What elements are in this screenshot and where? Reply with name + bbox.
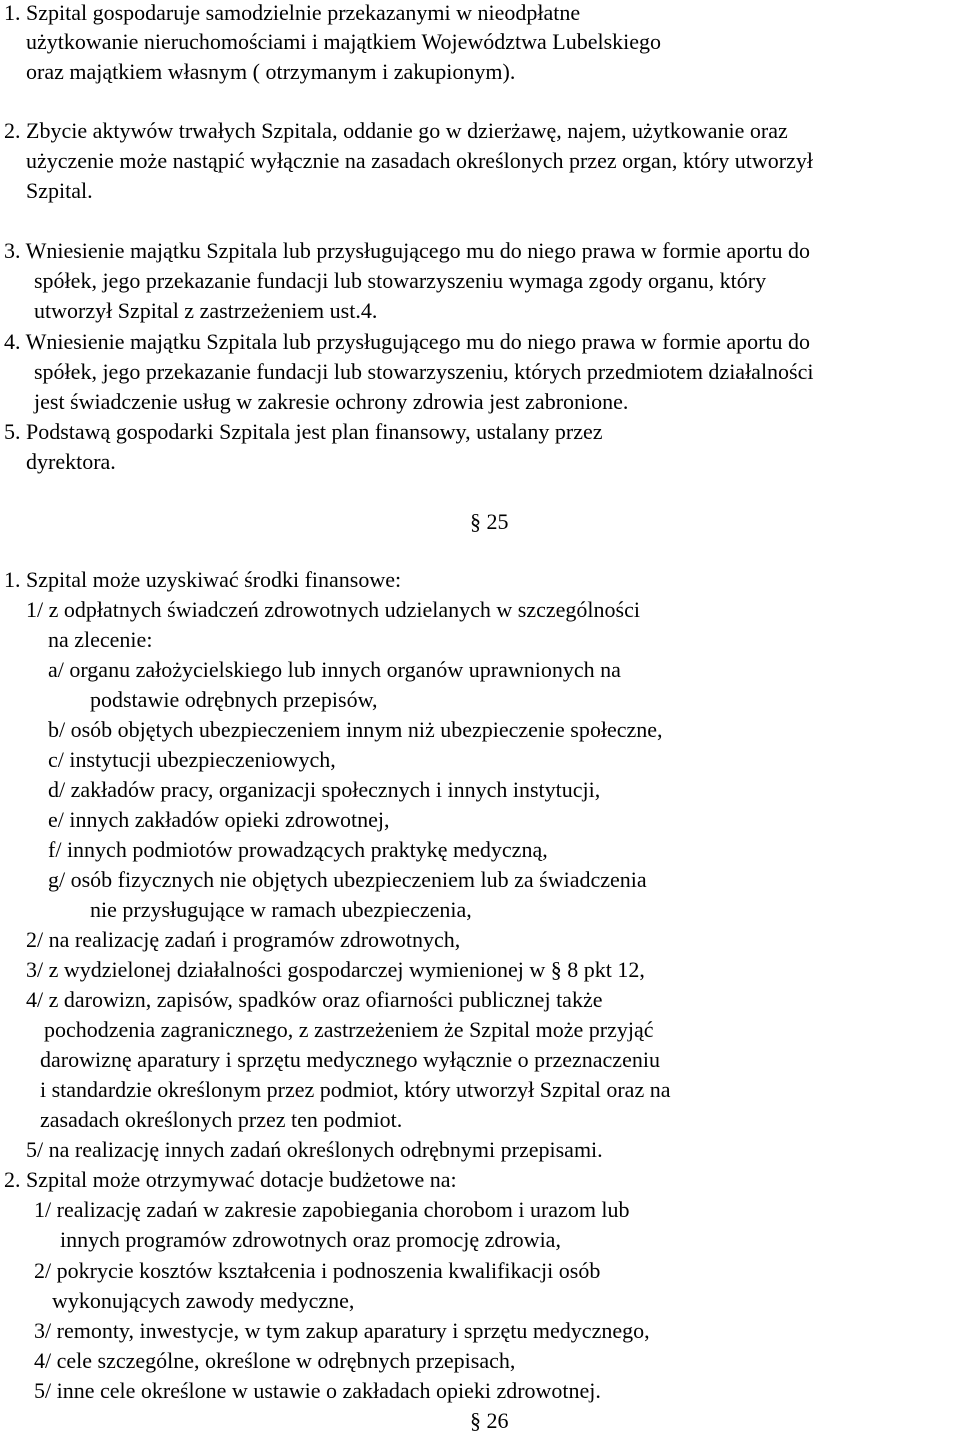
text-line: c/ instytucji ubezpieczeniowych, — [48, 747, 336, 772]
text-line: 4. Wniesienie majątku Szpitala lub przysługującego mu do niego prawa w formie aportu do — [4, 329, 811, 354]
text-line: podstawie odrębnych przepisów, — [90, 687, 378, 712]
text-line: f/ innych podmiotów prowadzących praktykę medyczną, — [48, 837, 548, 862]
text-line: darowiznę aparatury i sprzętu medycznego wyłącznie o przeznaczeniu — [40, 1047, 660, 1072]
text-line: 2. Zbycie aktywów trwałych Szpitala, oddanie go w dzierżawę, najem, użytkowanie oraz — [4, 118, 788, 143]
text-line: 5. Podstawą gospodarki Szpitala jest plan finansowy, ustalany przez — [4, 419, 603, 444]
text-line: spółek, jego przekazanie fundacji lub stowarzyszeniu, których przedmiotem działalności — [34, 359, 814, 384]
text-line: 1/ realizację zadań w zakresie zapobiegania chorobom i urazom lub — [34, 1197, 630, 1222]
text-line: Szpital. — [26, 178, 93, 203]
text-line: 4/ cele szczególne, określone w odrębnych przepisach, — [34, 1348, 516, 1373]
text-line: b/ osób objętych ubezpieczeniem innym niż ubezpieczenie społeczne, — [48, 717, 663, 742]
text-line: użyczenie może nastąpić wyłącznie na zasadach określonych przez organ, który utworzył — [26, 148, 813, 173]
text-line: 3/ remonty, inwestycje, w tym zakup aparatury i sprzętu medycznego, — [34, 1318, 650, 1343]
text-line: 3. Wniesienie majątku Szpitala lub przysługującego mu do niego prawa w formie aportu do — [4, 238, 811, 263]
text-line: 2/ na realizację zadań i programów zdrowotnych, — [26, 927, 461, 952]
text-line: pochodzenia zagranicznego, z zastrzeżeniem że Szpital może przyjąć — [44, 1017, 654, 1042]
text-line: 5/ na realizację innych zadań określonych odrębnymi przepisami. — [26, 1137, 603, 1162]
text-line: d/ zakładów pracy, organizacji społecznych i innych instytucji, — [48, 777, 601, 802]
section-heading: § 26 — [470, 1408, 509, 1433]
text-line: użytkowanie nieruchomościami i majątkiem Województwa Lubelskiego — [26, 29, 662, 54]
text-line: jest świadczenie usług w zakresie ochrony zdrowia jest zabronione. — [34, 389, 629, 414]
text-line: g/ osób fizycznych nie objętych ubezpieczeniem lub za świadczenia — [48, 867, 647, 892]
text-line: innych programów zdrowotnych oraz promocję zdrowia, — [60, 1227, 561, 1252]
text-line: dyrektora. — [26, 449, 116, 474]
section-heading: § 25 — [470, 509, 509, 534]
text-line: 5/ inne cele określone w ustawie o zakładach opieki zdrowotnej. — [34, 1378, 601, 1403]
text-line: nie przysługujące w ramach ubezpieczenia, — [90, 897, 472, 922]
text-line: e/ innych zakładów opieki zdrowotnej, — [48, 807, 390, 832]
text-line: 2/ pokrycie kosztów kształcenia i podnoszenia kwalifikacji osób — [34, 1258, 601, 1283]
text-line: oraz majątkiem własnym ( otrzymanym i zakupionym). — [26, 59, 516, 84]
text-line: 3/ z wydzielonej działalności gospodarczej wymienionej w § 8 pkt 12, — [26, 957, 645, 982]
text-line: na zlecenie: — [48, 627, 153, 652]
text-line: spółek, jego przekazanie fundacji lub stowarzyszeniu wymaga zgody organu, który — [34, 268, 767, 293]
text-line: i standardzie określonym przez podmiot, który utworzył Szpital oraz na — [40, 1077, 671, 1102]
text-line: 4/ z darowizn, zapisów, spadków oraz ofiarności publicznej także — [26, 987, 603, 1012]
text-line: wykonujących zawody medyczne, — [52, 1288, 355, 1313]
text-line: zasadach określonych przez ten podmiot. — [40, 1107, 403, 1132]
text-line: 1/ z odpłatnych świadczeń zdrowotnych udzielanych w szczególności — [26, 597, 640, 622]
text-line: 2. Szpital może otrzymywać dotacje budżetowe na: — [4, 1167, 457, 1192]
text-line: a/ organu założycielskiego lub innych organów uprawnionych na — [48, 657, 621, 682]
text-line: 1. Szpital może uzyskiwać środki finansowe: — [4, 567, 402, 592]
text-line: utworzył Szpital z zastrzeżeniem ust.4. — [34, 298, 378, 323]
text-line: 1. Szpital gospodaruje samodzielnie przekazanymi w nieodpłatne — [4, 0, 581, 25]
